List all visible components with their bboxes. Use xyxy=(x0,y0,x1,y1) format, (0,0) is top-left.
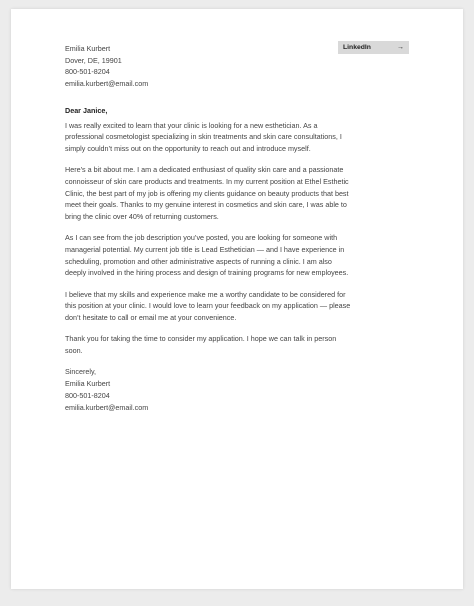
sender-email: emilia.kurbert@email.com xyxy=(65,79,149,89)
arrow-right-icon: → xyxy=(397,44,404,51)
signature-email: emilia.kurbert@email.com xyxy=(65,402,149,412)
paragraph: I believe that my skills and experience make me a worthy candidate to be considered for this position at your clinic. I would love to learn your feedback on my application — please don’t hesitate to call or email me at your convenience. xyxy=(65,289,351,323)
linkedin-label: LinkedIn xyxy=(343,44,371,51)
letter-content xyxy=(65,43,355,413)
signature-name: Emilia Kurbert xyxy=(65,379,111,389)
sender-location: Dover, DE, 19901 xyxy=(65,55,122,65)
paragraph: I was really excited to learn that your clinic is looking for a new esthetician. As a professional cosmetologist specializing in skin treatments and skin care consultations, I simply couldn’t miss out on the opportunity to reach out and introduce myself. xyxy=(65,120,342,153)
paragraph: Here’s a bit about me. I am a dedicated enthusiast of quality skin care and a passionate connoisseur of skin care products and treatments. In my current position at Ethel Esthetic Clinic, the best part of my job is offering my clients guidance on beauty products that best meet their goals. Thanks to my genuine interest in cosmetics and skin care, I was able to bring the clinic over 40% of returning customers. xyxy=(65,165,349,222)
paragraph: Thank you for taking the time to consider my application. I hope we can talk in person soon. xyxy=(65,334,337,356)
signoff xyxy=(65,366,355,413)
closing: Sincerely, xyxy=(65,367,97,377)
signature-phone: 800-501-8204 xyxy=(65,390,110,400)
sender-phone: 800-501-8204 xyxy=(65,67,110,77)
sender-info xyxy=(65,43,355,90)
sender-name: Emilia Kurbert xyxy=(65,44,111,53)
letter-page xyxy=(11,9,463,589)
paragraph: As I can see from the job description you’ve posted, you are looking for someone with managerial potential. My current job title is Lead Esthetician — and I have experience in scheduling, promotion and other administrative aspects of running a clinic. I am also deeply involved in the hiring process and design of training programs for new employees. xyxy=(65,233,349,278)
salutation: Dear Janice, xyxy=(65,105,108,115)
